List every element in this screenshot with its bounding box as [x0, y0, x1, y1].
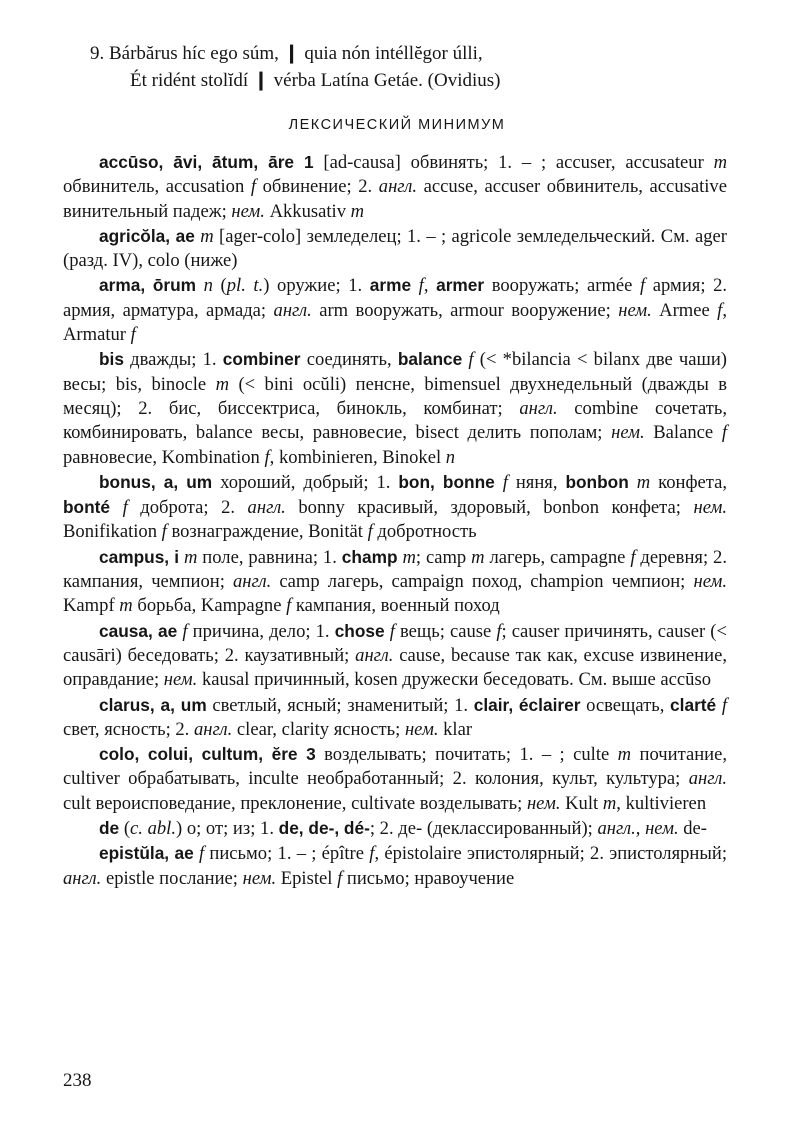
dictionary-entry: bonus, a, um хороший, добрый; 1. bon, bonne f няня, bonbon m конфета, bonté f доброта; 2. англ. bonny красивый, здоровый, bonbon конфета; нем. Bonifikation f вознаграждение, Bonität f добротность — [63, 471, 728, 543]
dictionary-entry: bis дважды; 1. combiner соединять, balance f (< *bilancia < bilanx две чаши) весы; bis, binocle m (< bini ocŭli) пенсне, bimensuel двухнедельный (дважды в месяц); 2. бис, биссектриса, бинокль, комбинат; англ. combine сочетать, комбинировать, balance весы, равновесие, bisect делить пополам; нем. Balance f равновесие, Kombination f, kombinieren, Binokel n — [63, 349, 728, 468]
poem-line-2: Ét ridént stolĭdí ❙ vérba Latína Getáe. (Ovidius) — [130, 70, 501, 91]
dictionary-entry: agricŏla, ae m [ager-colo] земледелец; 1. – ; agricole земледельческий. См. ager (разд. IV), colo (ниже) — [63, 225, 727, 272]
lexical-minimum-entries — [63, 150, 727, 891]
section-heading: ЛЕКСИЧЕСКИЙ МИНИМУМ — [288, 117, 506, 133]
dictionary-entry: arma, ōrum n (pl. t.) оружие; 1. arme f, armer вооружать; armée f армия; 2. армия, арматура, армада; англ. arm вооружать, armour вооружение; нем. Armee f, Armatur f — [63, 275, 728, 346]
dictionary-entry: colo, colui, cultum, ĕre 3 возделывать; почитать; 1. – ; culte m почитание, cultiver обрабатывать, inculte необработанный; 2. колония, культ, культура; англ. cult вероисповедание, преклонение, cultivate возделывать; нем. Kult m, kultivieren — [63, 744, 727, 814]
poem-line-1: 9. Bárbărus híc ego súm, ❙ quia nón intéllĕgor úlli, — [90, 43, 483, 64]
dictionary-entry: epistŭla, ae f письмо; 1. – ; épître f, épistolaire эпистолярный; 2. эпистолярный; англ. epistle послание; нем. Epistel f письмо; нравоучение — [63, 843, 727, 889]
dictionary-entry: clarus, a, um светлый, ясный; знаменитый; 1. clair, éclairer освещать, clarté f свет, ясность; 2. англ. clear, clarity ясность; нем. klar — [63, 694, 728, 740]
dictionary-entry: campus, i m поле, равнина; 1. champ m; camp m лагерь, campagne f деревня; 2. кампания, чемпион; англ. camp лагерь, campaign поход, champion чемпион; нем. Kampf m борьба, Kampagne f кампания, военный поход — [63, 546, 728, 617]
page-number: 238 — [63, 1070, 92, 1091]
dictionary-entry: causa, ae f причина, дело; 1. chose f вещь; cause f; causer причинять, causer (< causāri) беседовать; 2. каузативный; англ. cause, because так как, excuse извинение, оправдание; нем. kausal причинный, kosen дружески беседовать. См. выше accūso — [63, 620, 727, 691]
poem-excerpt — [90, 40, 500, 94]
dictionary-entry: de (c. abl.) о; от; из; 1. de, de-, dé-; 2. де- (деклассированный); англ., нем. de- — [99, 818, 707, 840]
dictionary-entry: accūso, āvi, ātum, āre 1 [ad-causa] обвинять; 1. – ; accuser, accusateur m обвинитель, accusation f обвинение; 2. англ. accuse, accuser обвинитель, accusative винительный падеж; нем. Akkusativ m — [63, 152, 727, 222]
